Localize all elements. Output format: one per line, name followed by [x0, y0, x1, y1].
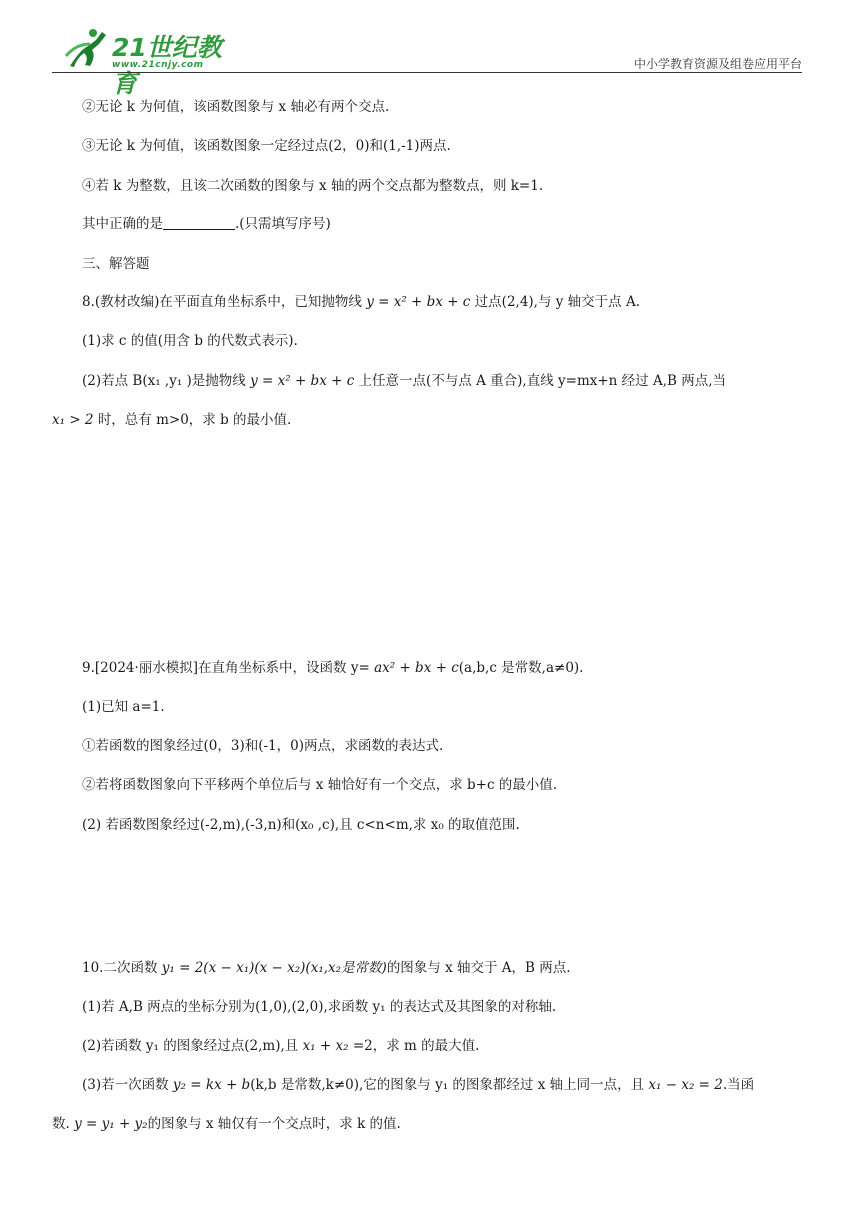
q9-stem-b: (a,b,c 是常数,a≠0).	[458, 660, 584, 676]
q10-stem	[82, 958, 571, 978]
q7-item-2: ②无论 k 为何值，该函数图象与 x 轴必有两个交点.	[82, 99, 390, 115]
q8-p2-a: (2)若点 B(x₁ ,y₁ )是抛物线	[82, 373, 246, 389]
q9-stem	[82, 658, 583, 678]
logo-text: 21世纪教育	[112, 33, 222, 98]
q7-item-3: ③无论 k 为何值，该函数图象一定经过点(2，0)和(1,-1)两点.	[82, 138, 451, 154]
q9-stem-a: 9.[2024·丽水模拟]在直角坐标系中，设函数 y=	[82, 660, 370, 676]
q8-p2-c-formula: x₁ > 2	[52, 412, 94, 428]
q7-answer-prefix: 其中正确的是	[82, 216, 163, 232]
q8-p2-b: 上任意一点(不与点 A 重合),直线 y=mx+n 经过 A,B 两点,当	[358, 373, 726, 389]
q10-part-1: (1)若 A,B 两点的坐标分别为(1,0),(2,0),求函数 y₁ 的表达式及其图象的对称轴.	[82, 999, 557, 1015]
runner-icon	[62, 26, 110, 70]
q10-p3-formula2: x₁ − x₂ = 2	[648, 1077, 723, 1093]
q7-answer-line	[82, 214, 331, 234]
q8-stem-a: 8.(教材改编)在平面直角坐标系中，已知抛物线	[82, 294, 362, 310]
q8-formula: y = x² + bx + c	[366, 294, 471, 310]
q10-stem-a: 10.二次函数	[82, 960, 158, 976]
q8-p2-c: 时，总有 m>0，求 b 的最小值.	[97, 412, 292, 428]
q7-item-4: ④若 k 为整数，且该二次函数的图象与 x 轴的两个交点都为整数点，则 k=1.	[82, 178, 544, 194]
q10-p2-formula: x₁ + x₂	[302, 1038, 349, 1054]
q10-formula: y₁ = 2(x − x₁)(x − x₂)(x₁,x₂是常数)	[161, 960, 387, 976]
q9-sub-2: ②若将函数图象向下平移两个单位后与 x 轴恰好有一个交点，求 b+c 的最小值.	[82, 777, 558, 793]
q10-p3-formula: y₂ = kx + b	[172, 1077, 251, 1093]
q10-p3-formula3: y = y₁ + y₂	[74, 1116, 148, 1132]
header-divider	[52, 72, 802, 73]
q10-p3-b: (k,b 是常数,k≠0),它的图象与 y₁ 的图象都经过 x 轴上同一点，且	[250, 1077, 645, 1093]
q9-part-2: (2) 若函数图象经过(-2,m),(-3,n)和(x₀ ,c),且 c<n<m,求 x₀ 的取值范围.	[82, 817, 520, 833]
q10-p3-e: 的图象与 x 轴仅有一个交点时，求 k 的值.	[147, 1116, 401, 1132]
q8-part-1: (1)求 c 的值(用含 b 的代数式表示).	[82, 333, 298, 349]
q10-p2-a: (2)若函数 y₁ 的图象经过点(2,m),且	[82, 1038, 299, 1054]
q8-stem	[82, 292, 640, 312]
q10-p2-b: =2，求 m 的最大值.	[352, 1038, 480, 1054]
q10-part-3	[82, 1075, 754, 1095]
q9-formula: ax² + bx + c	[374, 660, 459, 676]
q10-p3-d: 数.	[52, 1116, 70, 1132]
logo-url: www.21cnjy.com	[112, 60, 204, 70]
q10-part-2	[82, 1036, 479, 1056]
q10-stem-b: 的图象与 x 轴交于 A，B 两点.	[386, 960, 571, 976]
q7-answer-suffix: .(只需填写序号)	[235, 216, 331, 232]
q10-p3-a: (3)若一次函数	[82, 1077, 169, 1093]
page-header	[0, 0, 860, 98]
q8-p2-formula: y = x² + bx + c	[250, 373, 355, 389]
q9-sub-1: ①若函数的图象经过(0，3)和(-1，0)两点，求函数的表达式.	[82, 738, 444, 754]
q10-part-3-cont	[52, 1114, 401, 1134]
q9-part-1: (1)已知 a=1.	[82, 699, 165, 715]
platform-name: 中小学教育资源及组卷应用平台	[633, 57, 802, 71]
q8-stem-b: 过点(2,4),与 y 轴交于点 A.	[474, 294, 641, 310]
q8-part-2	[82, 371, 726, 391]
answer-blank[interactable]	[163, 215, 235, 230]
brand-logo	[62, 26, 232, 98]
q10-p3-c: .当函	[722, 1077, 755, 1093]
q8-part-2-cont	[52, 410, 291, 430]
section-heading: 三、解答题	[82, 256, 150, 272]
